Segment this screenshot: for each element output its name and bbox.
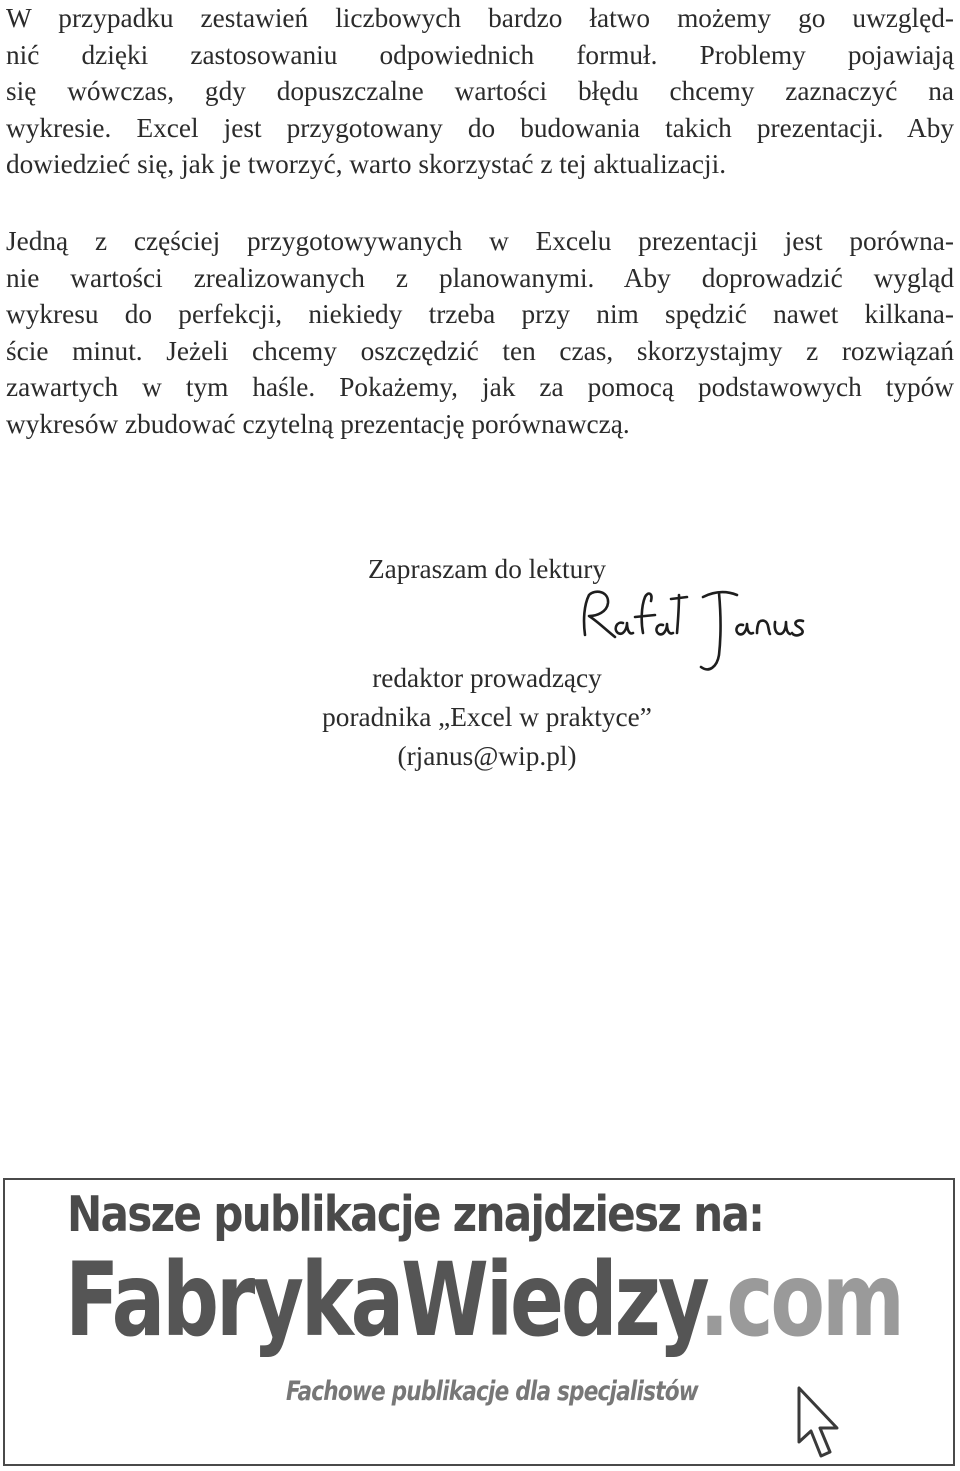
promo-banner xyxy=(3,1178,955,1466)
logo-tld-text: .com xyxy=(699,1241,902,1360)
paragraph-line: W przypadku zestawień liczbowych bardzo łatwo możemy go uwzględ- xyxy=(6,3,954,33)
site-logo[interactable] xyxy=(65,1241,902,1360)
paragraph-line: zawartych w tym haśle. Pokażemy, jak za pomocą podstawowych typów xyxy=(6,372,954,403)
promo-tagline: Fachowe publikacje dla specjalistów xyxy=(286,1376,698,1407)
paragraph-line: się wówczas, gdy dopuszczalne wartości błędu chcemy zaznaczyć na xyxy=(6,76,954,107)
closing-greeting: Zapraszam do lektury xyxy=(368,554,606,584)
paragraph-line: nić dzięki zastosowaniu odpowiednich formuł. Problemy pojawiają xyxy=(6,39,954,70)
intro-paragraph-2 xyxy=(6,223,954,443)
paragraph-line: wykresów zbudować czytelną prezentację porównawczą. xyxy=(6,408,630,439)
mouse-pointer-icon xyxy=(795,1386,841,1462)
paragraph-line: ście minut. Jeżeli chcemy oszczędzić ten czas, skorzystajmy z rozwiązań xyxy=(6,335,954,366)
paragraph-line: nie wartości zrealizowanych z planowanymi. Aby doprowadzić wygląd xyxy=(6,262,954,293)
publication-name: poradnika „Excel w praktyce” xyxy=(322,702,652,732)
paragraph-line: wykresie. Excel jest przygotowany do budowania takich prezentacji. Aby xyxy=(6,112,954,143)
paragraph-line: wykresu do perfekcji, niekiedy trzeba przy nim spędzić nawet kilkana- xyxy=(6,299,954,330)
intro-paragraph-1 xyxy=(6,0,954,183)
paragraph-line: Jedną z częściej przygotowywanych w Excelu prezentacji jest porówna- xyxy=(6,226,954,256)
editor-email[interactable]: (rjanus@wip.pl) xyxy=(397,741,577,771)
paragraph-line: dowiedzieć się, jak je tworzyć, warto skorzystać z tej aktualizacji. xyxy=(6,149,727,180)
editor-role: redaktor prowadzący xyxy=(372,663,602,693)
logo-main-text: FabrykaWiedzy xyxy=(65,1241,700,1360)
promo-heading: Nasze publikacje znajdziesz na: xyxy=(67,1186,764,1243)
